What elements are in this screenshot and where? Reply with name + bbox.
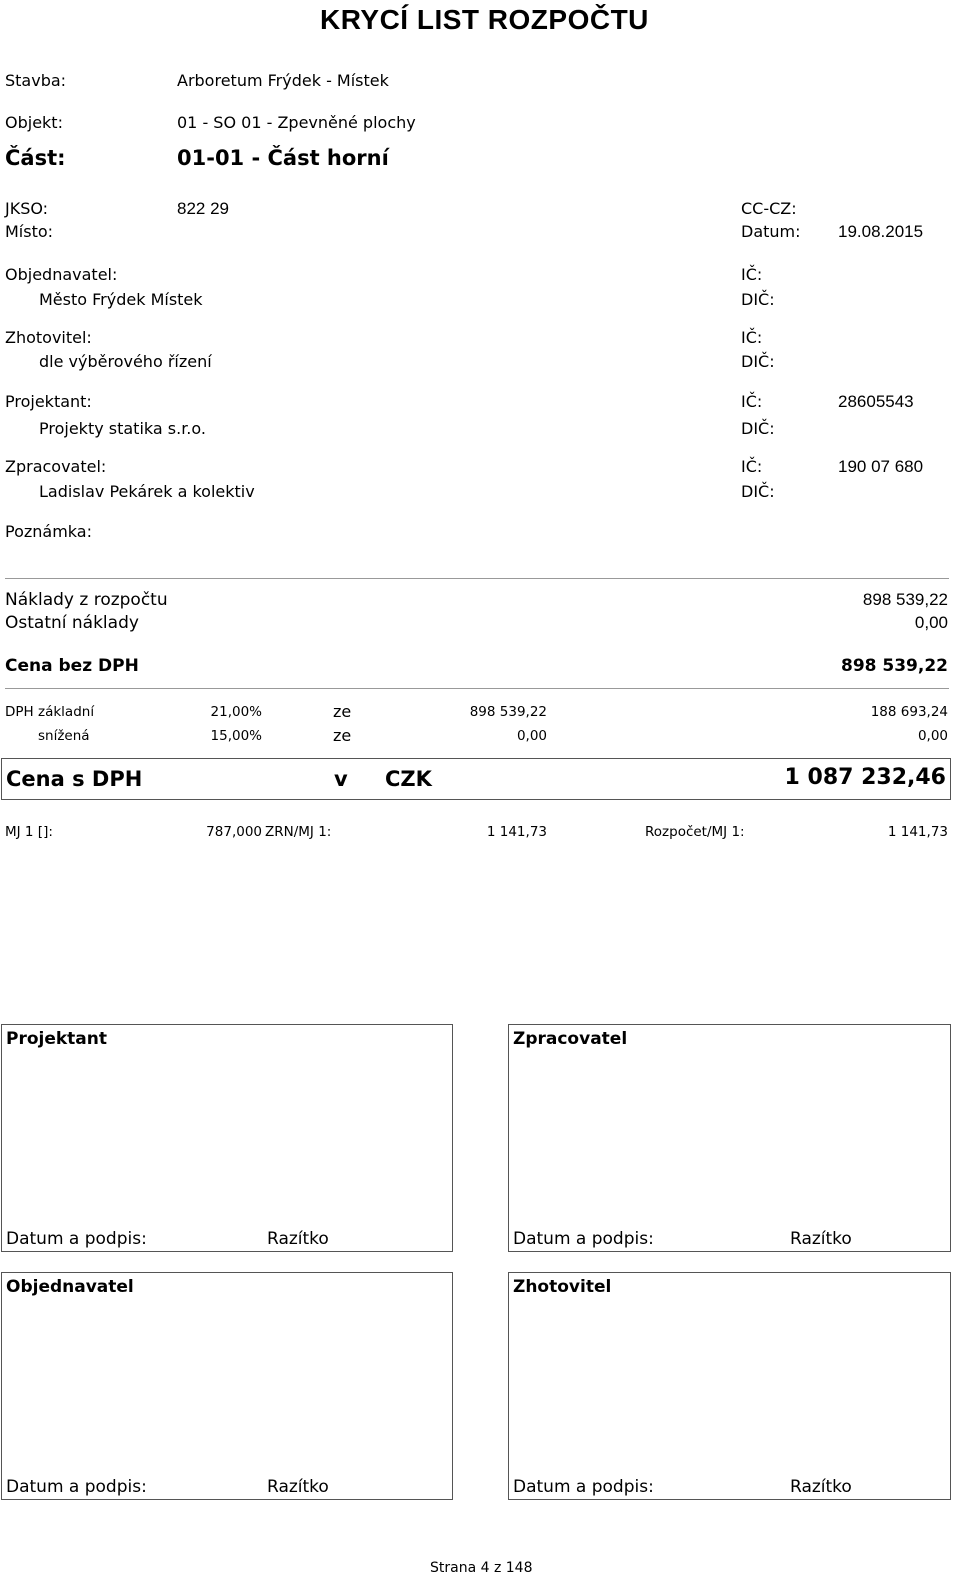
zhotovitel-name: dle výběrového řízení (39, 352, 212, 371)
signature-box-objednavatel (1, 1272, 453, 1500)
signature-box-title: Zhotovitel (513, 1277, 612, 1297)
jkso-label: JKSO: (5, 199, 49, 218)
projektant-label: Projektant: (5, 392, 92, 411)
razitko-label: Razítko (267, 1477, 329, 1497)
total-value: 1 087 232,46 (784, 765, 946, 790)
cast-label: Část: (5, 146, 66, 170)
dph-label: DPH (5, 704, 34, 720)
divider (5, 578, 949, 579)
divider (5, 688, 949, 689)
datum-podpis-label: Datum a podpis: (513, 1477, 654, 1497)
naklady-label: Náklady z rozpočtu (5, 590, 168, 610)
dph-base: 0,00 (516, 728, 547, 744)
signature-box-title: Projektant (6, 1029, 108, 1049)
naklady-value: 898 539,22 (862, 590, 948, 609)
projektant-ic-label: IČ: (741, 392, 763, 411)
objekt-value: 01 - SO 01 - Zpevněné plochy (177, 113, 416, 132)
dph-tax: 0,00 (917, 728, 948, 744)
zpracovatel-dic-label: DIČ: (741, 482, 775, 501)
stavba-value: Arboretum Frýdek - Místek (177, 71, 389, 90)
objednavatel-label: Objednavatel: (5, 265, 118, 284)
zhotovitel-dic-label: DIČ: (741, 352, 775, 371)
projektant-name: Projekty statika s.r.o. (39, 419, 206, 438)
page-number: Strana 4 z 148 (430, 1560, 533, 1576)
objednavatel-ic-label: IČ: (741, 265, 763, 284)
dph-rate: 21,00% (210, 704, 262, 720)
dph-tax: 188 693,24 (870, 704, 948, 720)
zpracovatel-ic-value: 190 07 680 (838, 457, 924, 476)
cena-bez-label: Cena bez DPH (5, 656, 139, 676)
poznamka-label: Poznámka: (5, 522, 92, 541)
cena-bez-value: 898 539,22 (840, 656, 948, 676)
stavba-label: Stavba: (5, 71, 67, 90)
projektant-dic-label: DIČ: (741, 419, 775, 438)
signature-box-title: Objednavatel (6, 1277, 134, 1297)
datum-label: Datum: (741, 222, 801, 241)
dph-base: 898 539,22 (469, 704, 547, 720)
razitko-label: Razítko (267, 1229, 329, 1249)
total-v: v (334, 767, 348, 791)
zhotovitel-ic-label: IČ: (741, 328, 763, 347)
ccz-label: CC-CZ: (741, 199, 797, 218)
objednavatel-name: Město Frýdek Místek (39, 290, 203, 309)
razitko-label: Razítko (790, 1229, 852, 1249)
zpracovatel-name: Ladislav Pekárek a kolektiv (39, 482, 255, 501)
datum-podpis-label: Datum a podpis: (6, 1229, 147, 1249)
dph-ze: ze (333, 702, 352, 721)
total-label: Cena s DPH (6, 767, 143, 791)
objekt-label: Objekt: (5, 113, 63, 132)
jkso-value: 822 29 (177, 199, 229, 218)
datum-podpis-label: Datum a podpis: (6, 1477, 147, 1497)
zrn-label: ZRN/MJ 1: (265, 824, 332, 840)
rozpocet-value: 1 141,73 (887, 824, 948, 840)
rozpocet-label: Rozpočet/MJ 1: (645, 824, 745, 840)
misto-label: Místo: (5, 222, 54, 241)
mj-value: 787,000 (206, 824, 262, 840)
page-title: KRYCÍ LIST ROZPOČTU (320, 4, 649, 35)
signature-box-zhotovitel (508, 1272, 951, 1500)
cast-value: 01-01 - Část horní (177, 146, 389, 170)
datum-value: 19.08.2015 (838, 222, 924, 241)
zpracovatel-label: Zpracovatel: (5, 457, 107, 476)
total-box (1, 758, 951, 800)
objednavatel-dic-label: DIČ: (741, 290, 775, 309)
dph-rate: 15,00% (210, 728, 262, 744)
razitko-label: Razítko (790, 1477, 852, 1497)
signature-box-title: Zpracovatel (513, 1029, 628, 1049)
total-currency: CZK (385, 767, 432, 791)
ostatni-value: 0,00 (914, 613, 948, 632)
dph-type: snížená (38, 728, 90, 744)
zrn-value: 1 141,73 (486, 824, 547, 840)
zpracovatel-ic-label: IČ: (741, 457, 763, 476)
projektant-ic-value: 28605543 (838, 392, 914, 411)
mj-label: MJ 1 []: (5, 824, 53, 840)
ostatni-label: Ostatní náklady (5, 613, 139, 633)
dph-type: základní (38, 704, 95, 720)
datum-podpis-label: Datum a podpis: (513, 1229, 654, 1249)
signature-box-zpracovatel (508, 1024, 951, 1252)
zhotovitel-label: Zhotovitel: (5, 328, 92, 347)
signature-box-projektant (1, 1024, 453, 1252)
dph-ze: ze (333, 726, 352, 745)
